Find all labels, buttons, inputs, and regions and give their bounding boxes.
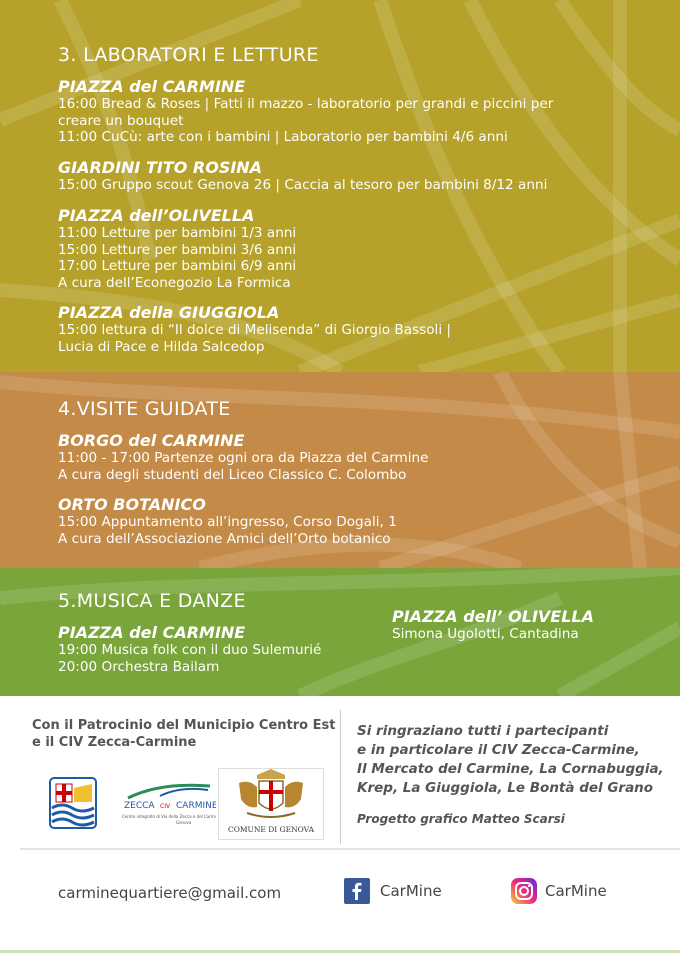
section-title: 4.VISITE GUIDATE	[58, 398, 231, 420]
event-line: 19:00 Musica folk con il duo Sulemurié	[58, 642, 322, 658]
event-line: Simona Ugolotti, Cantadina	[392, 626, 579, 642]
patronage-line: Con il Patrocinio del Municipio Centro Est	[32, 718, 336, 733]
place-name: PIAZZA del CARMINE	[58, 77, 246, 96]
event-line: 20:00 Orchestra Bailam	[58, 658, 220, 675]
vertical-divider	[340, 710, 341, 844]
email-link[interactable]: carminequartiere@gmail.com	[58, 884, 282, 902]
event-line: A cura dell’Associazione Amici dell’Orto botanico	[58, 530, 391, 547]
place-name: PIAZZA della GIUGGIOLA	[58, 303, 280, 322]
facebook-icon	[344, 878, 370, 904]
place-block	[58, 624, 321, 675]
thanks-line: Krep, La Giuggiola, Le Bontà del Grano	[357, 780, 654, 796]
event-line: 15:00 Appuntamento all’ingresso, Corso Dogali, 1	[58, 514, 397, 530]
zecca-city: Genova	[176, 820, 192, 825]
carmine-text: CARMINE	[176, 801, 216, 811]
place-block	[392, 608, 594, 643]
event-line: 15:00 Gruppo scout Genova 26 | Caccia al tesoro per bambini 8/12 anni	[58, 177, 548, 193]
place-name: PIAZZA dell’ OLIVELLA	[392, 607, 594, 626]
instagram-icon	[511, 878, 537, 904]
place-block	[58, 207, 296, 291]
thanks-text	[357, 722, 664, 798]
graphic-credit: Progetto grafico Matteo Scarsi	[357, 812, 565, 826]
instagram-handle: CarMine	[545, 882, 607, 900]
event-line: 11:00 - 17:00 Partenze ogni ora da Piazza del Carmine	[58, 450, 429, 466]
event-line: 17:00 Letture per bambini 6/9 anni	[58, 258, 297, 274]
bottom-rule	[0, 950, 680, 953]
place-block	[58, 159, 547, 194]
place-name: PIAZZA dell’OLIVELLA	[58, 206, 255, 225]
place-block	[58, 304, 451, 355]
thanks-line: Il Mercato del Carmine, La Cornabuggia,	[357, 761, 664, 777]
zecca-subtitle: Centro integrato di Via della Zecca e del Carmine	[122, 814, 216, 819]
place-name: PIAZZA del CARMINE	[58, 623, 246, 642]
place-block	[58, 496, 397, 547]
place-name: GIARDINI TITO ROSINA	[58, 158, 263, 177]
instagram-link[interactable]	[511, 878, 607, 904]
event-line: 16:00 Bread & Roses | Fatti il mazzo - laboratorio per grandi e piccini per	[58, 96, 554, 112]
event-line: 15:00 Letture per bambini 3/6 anni	[58, 241, 297, 258]
section-visite	[0, 372, 680, 568]
civ-text: CIV	[160, 803, 171, 810]
place-block	[58, 432, 429, 483]
event-line: A cura degli studenti del Liceo Classico C. Colombo	[58, 466, 407, 483]
civ-zecca-carmine-logo	[120, 780, 216, 828]
thanks-line: Si ringraziano tutti i partecipanti	[357, 723, 609, 739]
facebook-link[interactable]	[344, 878, 442, 904]
event-line: 11:00 Letture per bambini 1/3 anni	[58, 225, 297, 241]
comune-genova-logo	[218, 768, 324, 840]
place-name: BORGO del CARMINE	[58, 431, 245, 450]
comune-label: COMUNE DI GENOVA	[227, 825, 315, 834]
horizontal-divider	[20, 848, 680, 850]
section-laboratori	[0, 0, 680, 372]
facebook-handle: CarMine	[380, 882, 442, 900]
place-name: ORTO BOTANICO	[58, 495, 206, 514]
place-block	[58, 78, 553, 146]
event-line: Lucia di Pace e Hilda Salcedop	[58, 338, 265, 355]
zecca-text: ZECCA	[124, 801, 155, 811]
section-musica	[0, 568, 680, 696]
genoa-coat-of-arms-icon	[219, 769, 323, 825]
event-line: 15:00 lettura di “Il dolce di Melisenda” di Giorgio Bassoli |	[58, 322, 452, 338]
event-line: creare un bouquet	[58, 112, 184, 129]
event-line: A cura dell’Econegozio La Formica	[58, 274, 291, 291]
thanks-line: e in particolare il CIV Zecca-Carmine,	[357, 742, 640, 758]
footer	[0, 696, 680, 960]
event-line: 11:00 CuCù: arte con i bambini | Laboratorio per bambini 4/6 anni	[58, 129, 508, 145]
patronage-text	[32, 718, 335, 751]
section-title: 5.MUSICA E DANZE	[58, 590, 246, 612]
municipio-logo	[48, 776, 98, 830]
section-title: 3. LABORATORI E LETTURE	[58, 44, 319, 66]
patronage-line: e il CIV Zecca-Carmine	[32, 734, 197, 750]
